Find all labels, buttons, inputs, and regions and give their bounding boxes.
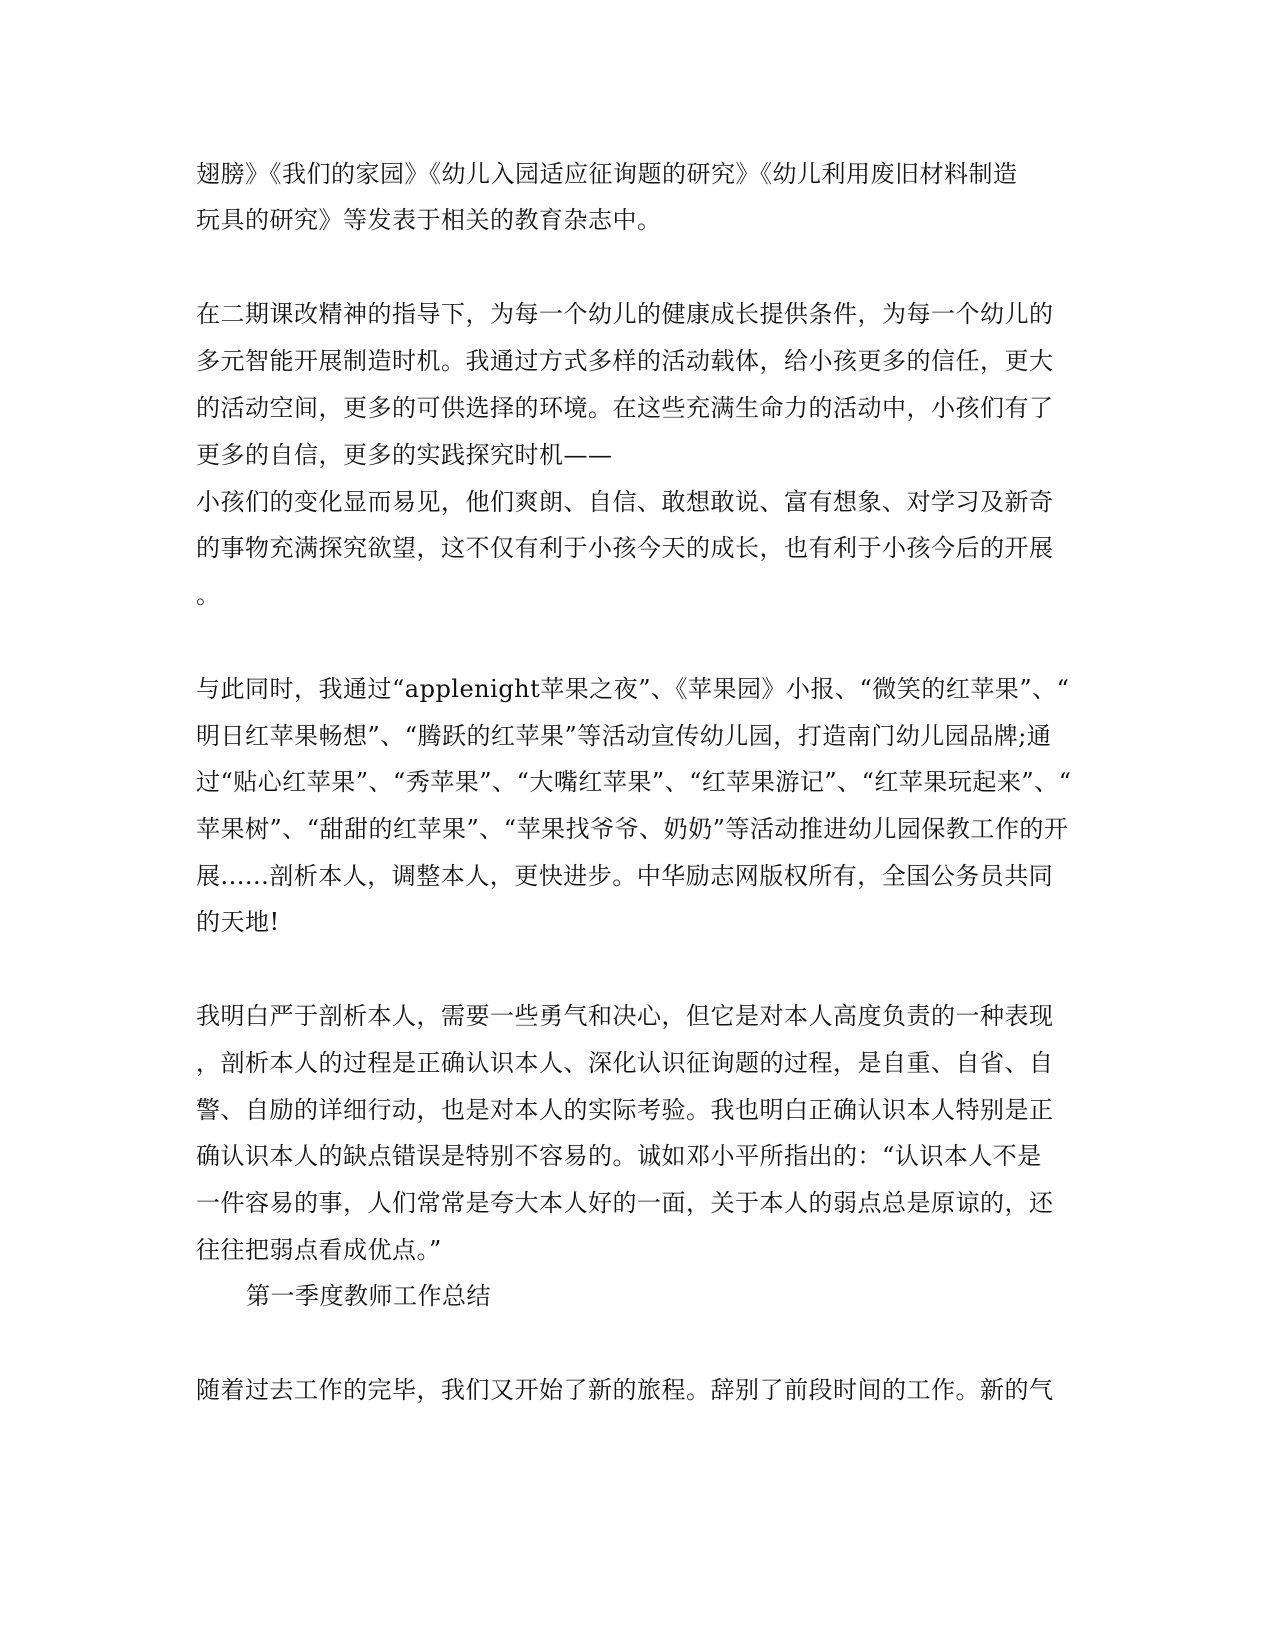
- text-line: 展......剖析本人，调整本人，更快进步。中华励志网版权所有，全国公务员共同: [196, 862, 1054, 890]
- text-line: 随着过去工作的完毕，我们又开始了新的旅程。辞别了前段时间的工作。新的气: [196, 1376, 1054, 1404]
- text-line: 一件容易的事，人们常常是夸大本人好的一面，关于本人的弱点总是原谅的，还: [196, 1189, 1054, 1217]
- text-line: 过“贴心红苹果”、“秀苹果”、“大嘴红苹果”、“红苹果游记”、“红苹果玩起来”、“: [196, 768, 1072, 796]
- text-line: 在二期课改精神的指导下，为每一个幼儿的健康成长提供条件，为每一个幼儿的: [196, 300, 1054, 328]
- text-line: 确认识本人的缺点错误是特别不容易的。诚如邓小平所指出的：“认识本人不是: [196, 1142, 1042, 1170]
- text-line: 警、自励的详细行动，也是对本人的实际考验。我也明白正确认识本人特别是正: [196, 1096, 1054, 1124]
- text-line: 往往把弱点看成优点。”: [196, 1236, 442, 1264]
- text-line: ，剖析本人的过程是正确认识本人、深化认识征询题的过程，是自重、自省、自: [196, 1049, 1054, 1077]
- text-line: 的天地!: [196, 908, 280, 936]
- text-line: 我明白严于剖析本人，需要一些勇气和决心，但它是对本人高度负责的一种表现: [196, 1002, 1054, 1030]
- text-line: 。: [196, 581, 221, 609]
- text-line: 翅膀》《我们的家园》《幼儿入园适应征询题的研究》《幼儿利用废旧材料制造: [196, 160, 1018, 188]
- text-line: 与此同时，我通过“applenight苹果之夜”、《苹果园》小报、“微笑的红苹果”、“: [196, 675, 1070, 703]
- text-line: 玩具的研究》等发表于相关的教育杂志中。: [196, 206, 662, 234]
- text-line: 多元智能开展制造时机。我通过方式多样的活动载体，给小孩更多的信任，更大: [196, 347, 1054, 375]
- text-line: 明日红苹果畅想”、“腾跃的红苹果”等活动宣传幼儿园，打造南门幼儿园品牌;通: [196, 722, 1052, 750]
- text-line: 更多的自信，更多的实践探究时机——: [196, 441, 613, 469]
- section-title: 第一季度教师工作总结: [246, 1282, 491, 1310]
- text-line: 的事物充满探究欲望，这不仅有利于小孩今天的成长，也有利于小孩今后的开展: [196, 534, 1054, 562]
- text-line: 苹果树”、“甜甜的红苹果”、“苹果找爷爷、奶奶”等活动推进幼儿园保教工作的开: [196, 815, 1069, 843]
- text-line: 小孩们的变化显而易见，他们爽朗、自信、敢想敢说、富有想象、对学习及新奇: [196, 488, 1054, 516]
- text-line: 的活动空间，更多的可供选择的环境。在这些充满生命力的活动中，小孩们有了: [196, 394, 1054, 422]
